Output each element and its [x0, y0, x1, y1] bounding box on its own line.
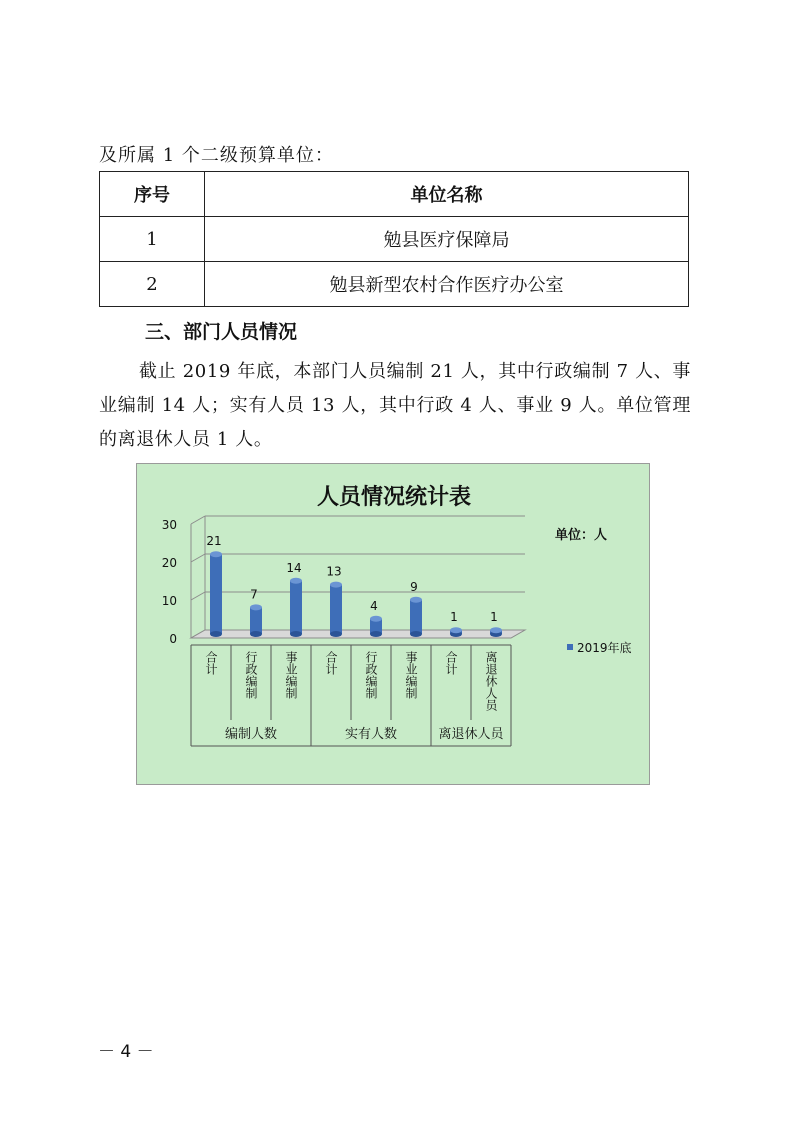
group-label: 离退休人员 — [438, 727, 504, 742]
bar-top — [490, 627, 502, 633]
bar-top — [330, 582, 342, 588]
legend-swatch — [567, 644, 573, 650]
bar-base — [370, 631, 382, 637]
y-tick-label: 0 — [169, 632, 177, 646]
data-label: 7 — [250, 587, 258, 602]
y-tick-label: 10 — [161, 594, 177, 608]
table-header-row — [100, 172, 689, 217]
section-title: 三、部门人员情况 — [145, 321, 298, 343]
section-paragraph: 截止 2019 年底，本部门人员编制 21 人，其中行政编制 7 人、事业编制 14 人；实有人员 13 人，其中行政 4 人、事业 9 人。单位管理的离退休人员 1 人。 — [99, 361, 691, 450]
data-label: 14 — [286, 560, 302, 575]
page-number: － 4 － — [98, 1042, 154, 1062]
bar-base — [410, 631, 422, 637]
row-index: 1 — [100, 217, 205, 262]
category-label: 合计 — [444, 651, 458, 675]
category-label: 事业编制 — [284, 651, 298, 699]
gridline-depth — [191, 592, 205, 600]
bar — [410, 600, 422, 634]
category-label: 行政编制 — [364, 651, 378, 699]
y-tick-label: 30 — [161, 518, 177, 532]
bar — [210, 554, 222, 634]
bar-top — [250, 604, 262, 610]
data-label: 1 — [450, 610, 458, 625]
data-label: 13 — [326, 564, 342, 579]
bar-base — [250, 631, 262, 637]
data-label: 9 — [410, 579, 418, 594]
data-label: 1 — [490, 610, 498, 625]
bar-base — [210, 631, 222, 637]
chart-svg — [137, 464, 651, 786]
chart-title: 人员情况统计表 — [316, 485, 472, 510]
group-label: 实有人数 — [344, 727, 398, 742]
bar-top — [290, 578, 302, 584]
table-row — [100, 262, 689, 307]
category-label: 行政编制 — [244, 651, 258, 699]
data-label: 4 — [370, 598, 378, 613]
bar — [290, 581, 302, 634]
category-label: 离退休人员 — [484, 651, 498, 711]
category-label: 事业编制 — [404, 651, 418, 699]
bar-top — [370, 616, 382, 622]
group-label: 编制人数 — [224, 727, 278, 742]
staff-chart — [136, 463, 650, 785]
row-unit-name: 勉县医疗保障局 — [205, 217, 689, 262]
bar — [250, 607, 262, 634]
row-unit-name: 勉县新型农村合作医疗办公室 — [205, 262, 689, 307]
category-label: 合计 — [204, 651, 218, 675]
row-index: 2 — [100, 262, 205, 307]
header-unit-name: 单位名称 — [205, 172, 689, 217]
table-row — [100, 217, 689, 262]
category-label: 合计 — [324, 651, 338, 675]
bar — [330, 585, 342, 634]
bar-top — [210, 551, 222, 557]
intro-text: 及所属 1 个二级预算单位： — [99, 145, 334, 166]
bar-top — [410, 597, 422, 603]
bar-top — [450, 627, 462, 633]
gridline-depth — [191, 516, 205, 524]
unit-table — [99, 171, 689, 307]
legend-label: 2019年底 — [577, 641, 632, 655]
data-label: 21 — [206, 534, 222, 549]
bar-base — [290, 631, 302, 637]
bar-base — [330, 631, 342, 637]
chart-floor — [191, 630, 525, 638]
header-index: 序号 — [100, 172, 205, 217]
y-tick-label: 20 — [161, 556, 177, 570]
unit-label: 单位：人 — [555, 528, 608, 543]
gridline-depth — [191, 554, 205, 562]
